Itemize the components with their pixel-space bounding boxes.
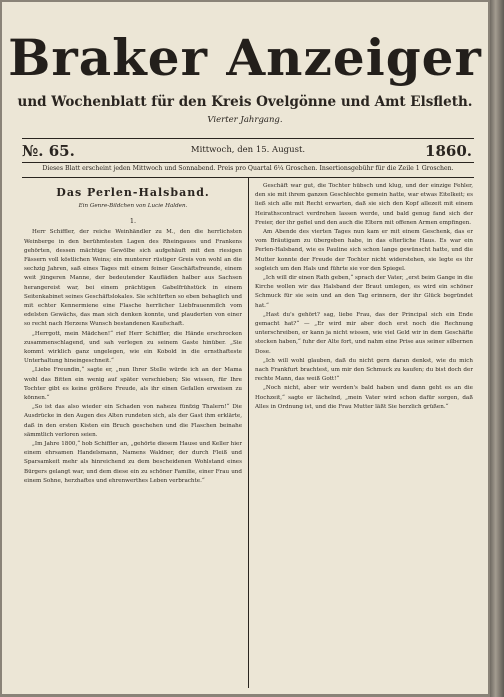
header-rule-top	[22, 138, 474, 139]
newspaper-page	[2, 2, 488, 694]
issue-row	[22, 142, 474, 160]
left-paragraph: „Herrgott, mein Mädchen!“ rief Herr Schiffler, die Hände erschrocken zusammenschlagend, und sah verlegen zu seinem Gaste hinüber. „Sie kommt wirklich ganz ungelegen, wie ein Kobold in die ernsthafteste Unterhaltung hineingeschneit.“	[24, 330, 242, 365]
left-paragraph: „Liebe Freundin,“ sagte er, „nun Ihrer Stelle würde ich an der Mama wohl das Bitten ein wenig auf später verschieben; Sie wissen, für Ihre Tochter gibt es keine größere Freude, als ihr einen Gefallen erweisen zu können.“	[24, 367, 242, 402]
right-paragraph: „Hast du's gehört? sag, liebe Frau, das der Principal sich ein Ende gemacht hat?“ — „Er wird mir aber doch erst noch die Rechnung unterschreiben, er kann ja nicht wissen, wie viel Geld wir in dem Geschäfte stecken haben,“ fuhr der Alte fort, und nahm eine Prise aus seiner silbernen Dose.	[255, 311, 473, 355]
issue-year: 1860.	[425, 142, 472, 160]
right-paragraph: „Ich will dir einen Rath geben,“ sprach der Vater, „erst beim Gange in die Kirche wollen wir das Halsband der Braut umlegen, es wird ein schöner Schmuck für sie sein und an den Tag erinnern, der ihr Glück begründet hat.“	[255, 275, 473, 309]
story-title: Das Perlen-Halsband.	[56, 186, 210, 199]
left-paragraph: „Im Jahre 1800,“ hob Schiffler an, „gehörte diesem Hause und Keller hier einem ehrsamen Handelsmann, Namens Waldner, der durch Fleiß und Sparsamkeit mehr als hinreichend zu dem bescheidenen Wohlstand eines Bürgers gelangt war, und dem diese ein zu schöner Familie, einer Frau und einem Sohne, herzhaftes und ehrenwerthes Leben verbrachte.“	[24, 441, 242, 484]
masthead-title: Braker Anzeiger	[8, 28, 482, 87]
left-paragraph: Herr Schiffler, der reiche Weinhändler zu M., den die herrlichsten Weinberge in den berühmtesten Lagen des Rheingaues und Frankens gehörten, dessen mächtige Gewölbe sich aufgehäuft mit den riesigen Fässern voll köstlichen Weins; ein munterer rüstiger Greis von wohl an die sechzig Jahren, saß eines Tages mit einem feiner Geschäftsfreunde, einem weit jüngeren Manne, der bedeutender Kaufläden halber aus Sachsen herangereist war, bei einem prächtigen Gabelfrühstück in einem Seitenkabinet seines Geschäftslokales. Sie schlürften so eben behaglich und mit echter Kennermiene eine Flasche herrlicher Liebfrauenmilch vom edelsten Gewächs, das man sich denken konnte, und plauderten von einer so recht nach Herzens Wunsch bestandenen Kaufschaft.	[24, 229, 242, 328]
chapter-number: 1.	[129, 217, 137, 226]
issue-number: №. 65.	[22, 142, 75, 160]
volume-label: Vierter Jahrgang.	[207, 115, 283, 125]
right-paragraph: Am Abende des vierten Tages nun kam er mit einem Geschenk, das er vom Bräutigam zu übergeben habe, in das elterliche Haus. Es war ein Perlen-Halsband, wie es Pauline sich schon lange gewünscht hatte, und die Mutter konnte der Freude der Tochter nicht widerstehen, sie legte es ihr sogleich um den Hals und führte sie vor den Spiegel.	[255, 229, 473, 272]
column-divider	[248, 178, 249, 688]
left-paragraph: „So ist das also wieder ein Schaden von nahezu fünfzig Thalern!“ Die Ausdrücke in den Augen des Alten rundeten sich, als der Gast ihm erklärte, daß in den ersten Kisten ein Bruch geschehen und die Flaschen beinahe sämmtlich verloren seien.	[24, 404, 242, 438]
story-subtitle: Ein Genre-Bildchen von Lucie Halden.	[78, 203, 188, 209]
left-column	[24, 182, 242, 687]
page-edge	[490, 0, 504, 697]
header-rule-middle	[22, 162, 474, 163]
publication-notice: Dieses Blatt erscheint jeden Mittwoch und Sonnabend. Preis pro Quartal 6¼ Groschen. Insertionsgebühr für die Zeile 1 Groschen.	[42, 165, 454, 172]
right-paragraph: „Ich will wohl glauben, daß du nicht gern daran denkst, wie du mich nach Frankfurt brachtest, um mir den Schmuck zu kaufen; du bist doch der rechte Mann, das weiß Gott!“	[255, 357, 473, 383]
right-paragraph: Geschäft war gut, die Tochter hübsch und klug, und der einzige Fehler, den sie mit ihrem ganzen Geschlechte gemein hatte, war etwas Eitelkeit; es ließ sich alle mit Recht erwarten, daß sie sich den Kopf allezeit mit einem Heirathscontract verdrehen lassen werde, und bald genug fand sich der Freier, der ihr gefiel und den auch die Eltern mit offenen Armen empfingen.	[255, 183, 473, 226]
masthead-subtitle: und Wochenblatt für den Kreis Ovelgönne und Amt Elsfleth.	[17, 94, 473, 110]
right-column	[255, 182, 473, 687]
issue-date: Mittwoch, den 15. August.	[190, 145, 306, 155]
right-paragraph: „Noch nicht, aber wir werden's bald haben und dann geht es an die Hochzeit,“ sagte er lächelnd, „mein Vater wird schon dafür sorgen, daß Alles in Ordnung ist, und die Frau Mutter läßt Sie herzlich grüßen.“	[255, 385, 473, 410]
